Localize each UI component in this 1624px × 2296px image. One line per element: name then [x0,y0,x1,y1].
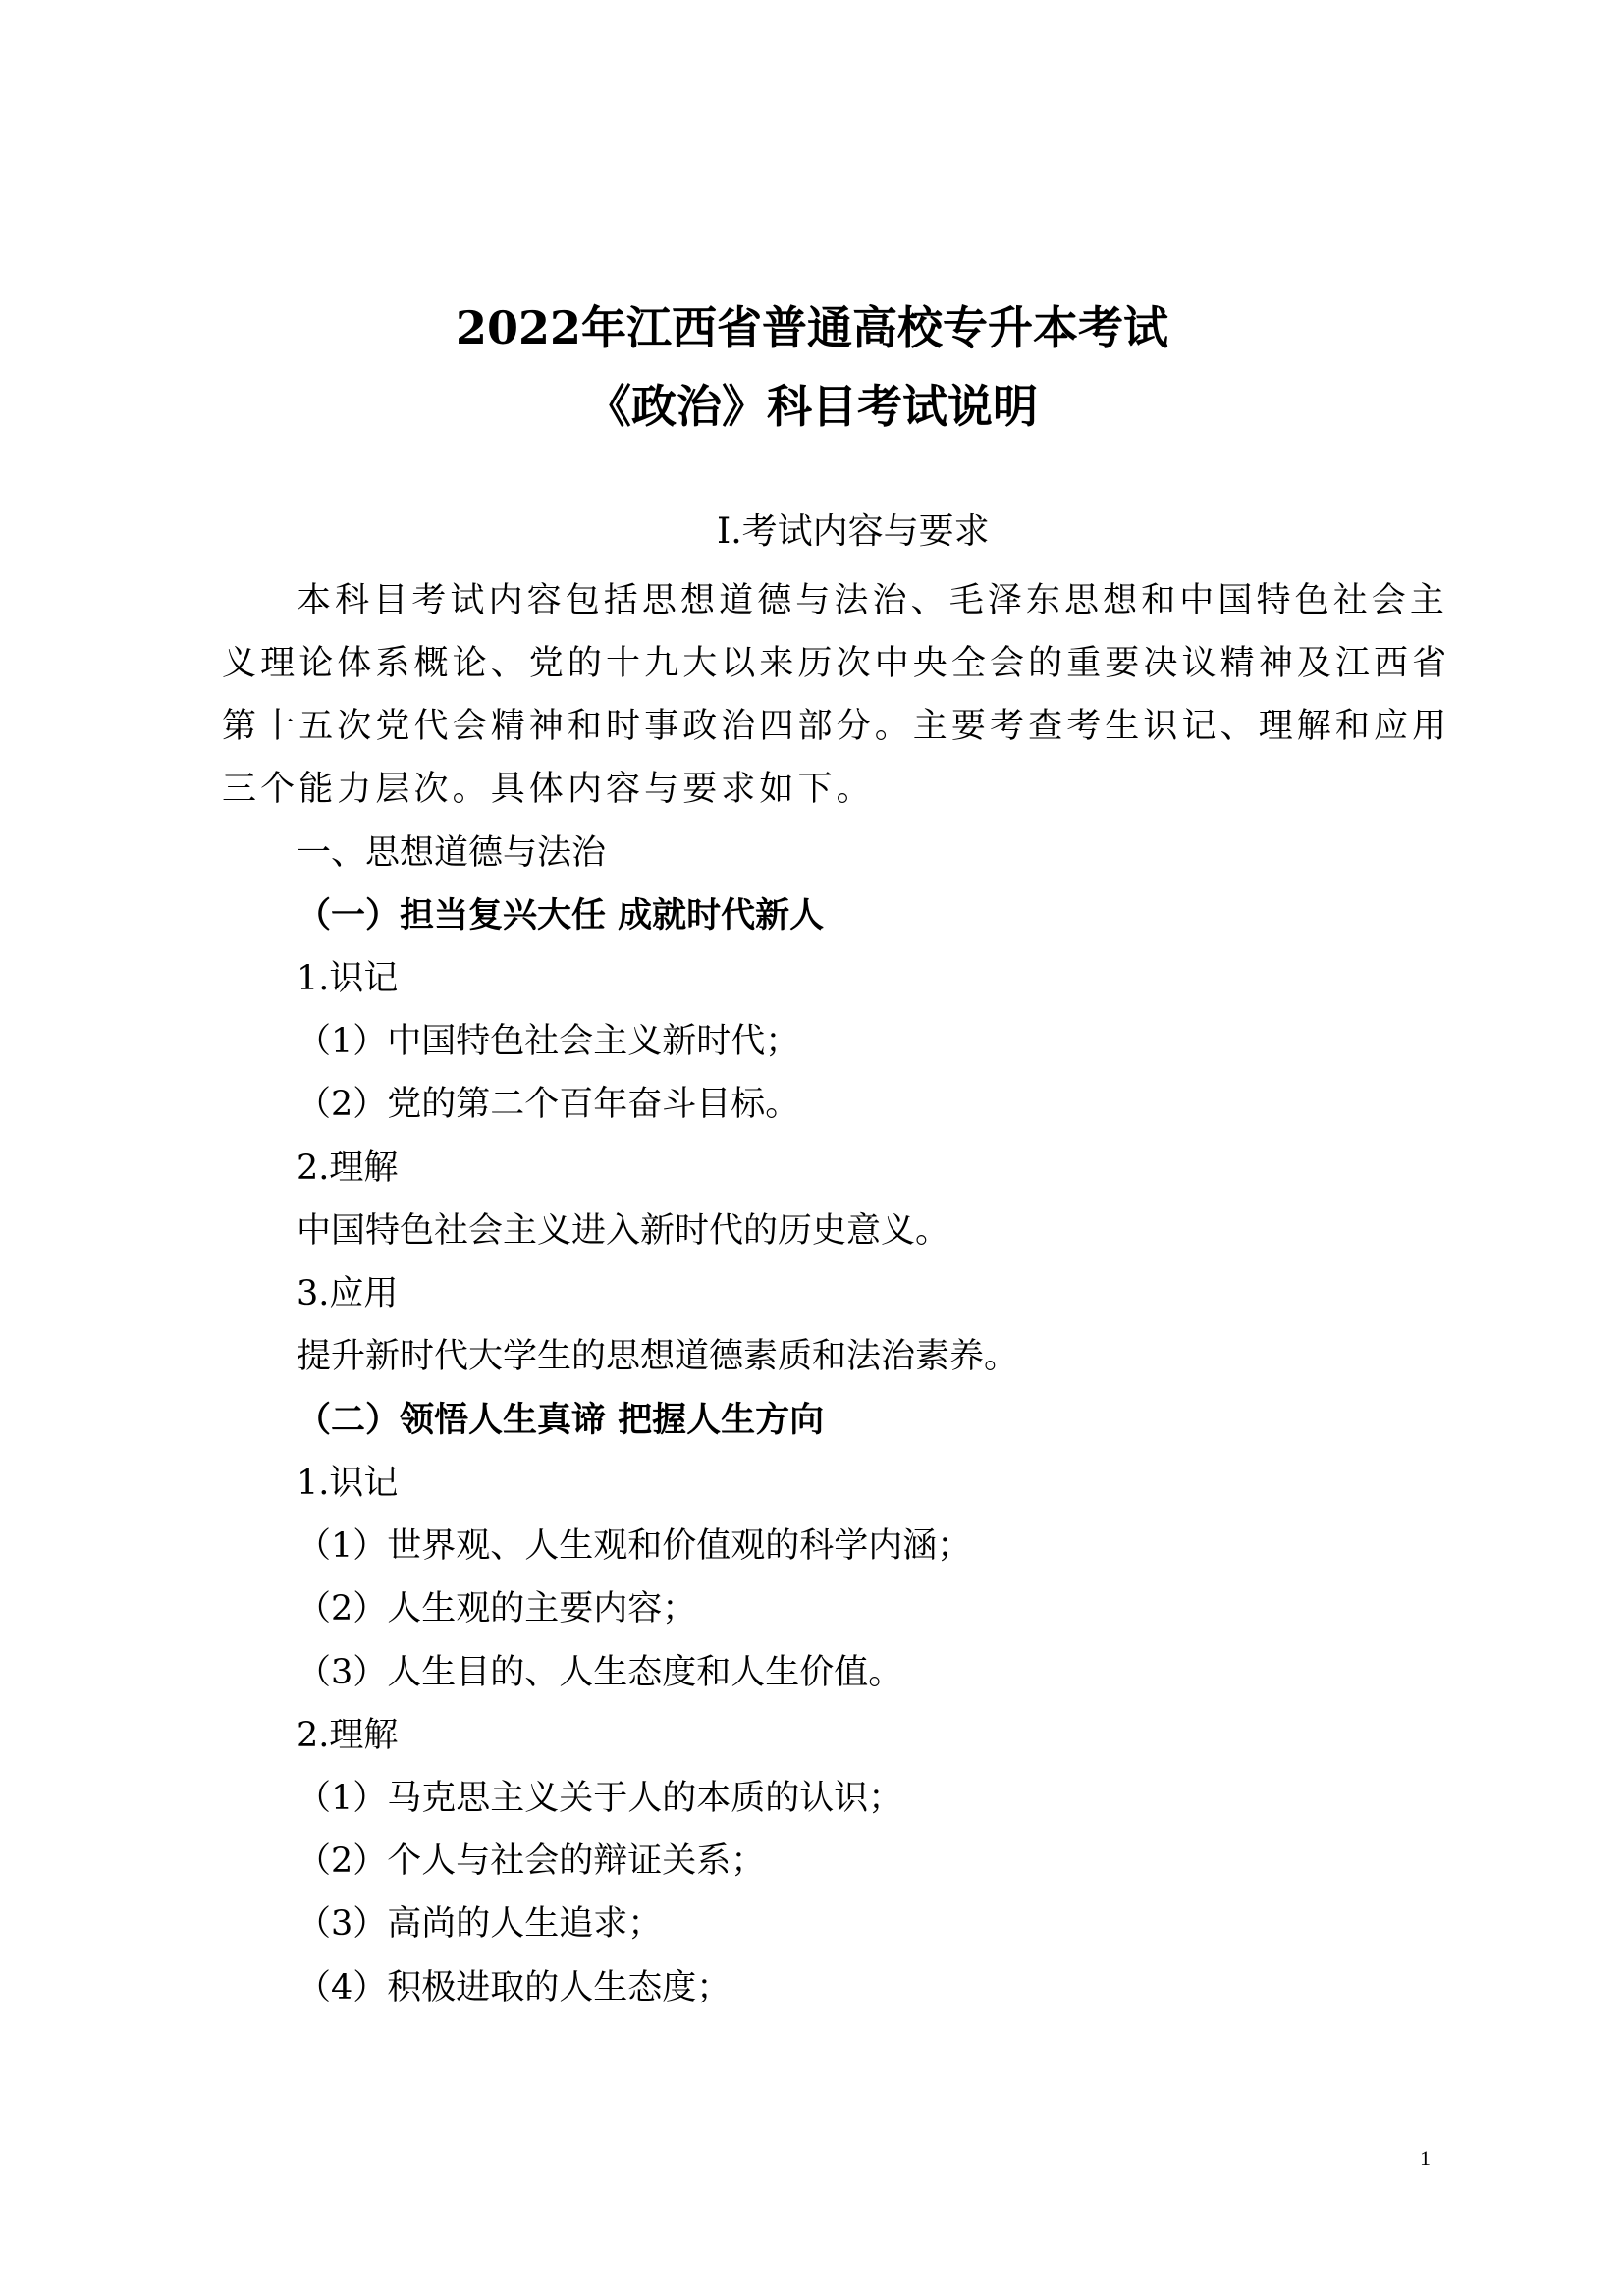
chapter1-apply-text: 提升新时代大学生的思想道德素质和法治素养。 [297,1337,1019,1376]
intro-line-2: 义理论体系概论、党的十九大以来历次中央全会的重要决议精神及江西省 [222,644,1451,683]
chapter1-understand-text: 中国特色社会主义进入新时代的历史意义。 [297,1211,950,1251]
chapter2-understand-item-2: （2）个人与社会的辩证关系； [297,1842,766,1881]
intro-line-4: 三个能力层次。具体内容与要求如下。 [222,770,875,809]
chapter2-recall-item-2: （2）人生观的主要内容； [297,1589,697,1629]
part1-heading: 一、思想道德与法治 [297,833,607,873]
chapter1-recall-label: 1.识记 [297,959,399,998]
chapter1-recall-item-1: （1）中国特色社会主义新时代； [297,1022,800,1061]
chapter2-understand-label: 2.理解 [297,1716,399,1755]
chapter1-heading: （一）担当复兴大任 成就时代新人 [297,895,825,935]
chapter2-recall-label: 1.识记 [297,1464,399,1503]
chapter2-understand-item-1: （1）马克思主义关于人的本质的认识； [297,1779,903,1818]
chapter1-recall-item-2: （2）党的第二个百年奋斗目标。 [297,1085,800,1124]
chapter2-understand-item-4: （4）积极进取的人生态度； [297,1968,731,2007]
intro-line-3: 第十五次党代会精神和时事政治四部分。主要考查考生识记、理解和应用 [222,707,1451,746]
document-title-line2: 《政治》科目考试说明 [586,380,1038,433]
document-title-line1: 2022年江西省普通高校专升本考试 [455,301,1169,354]
chapter2-recall-item-1: （1）世界观、人生观和价值观的科学内涵； [297,1526,972,1566]
chapter1-apply-label: 3.应用 [297,1274,399,1313]
page-number: 1 [1420,2146,1431,2170]
section-heading: Ⅰ.考试内容与要求 [717,511,990,552]
chapter2-recall-item-3: （3）人生目的、人生态度和人生价值。 [297,1653,903,1692]
chapter2-understand-item-3: （3）高尚的人生追求； [297,1904,663,1944]
chapter1-understand-label: 2.理解 [297,1148,399,1188]
intro-line-1: 本科目考试内容包括思想道德与法治、毛泽东思想和中国特色社会主 [297,581,1449,620]
chapter2-heading: （二）领悟人生真谛 把握人生方向 [297,1400,825,1440]
